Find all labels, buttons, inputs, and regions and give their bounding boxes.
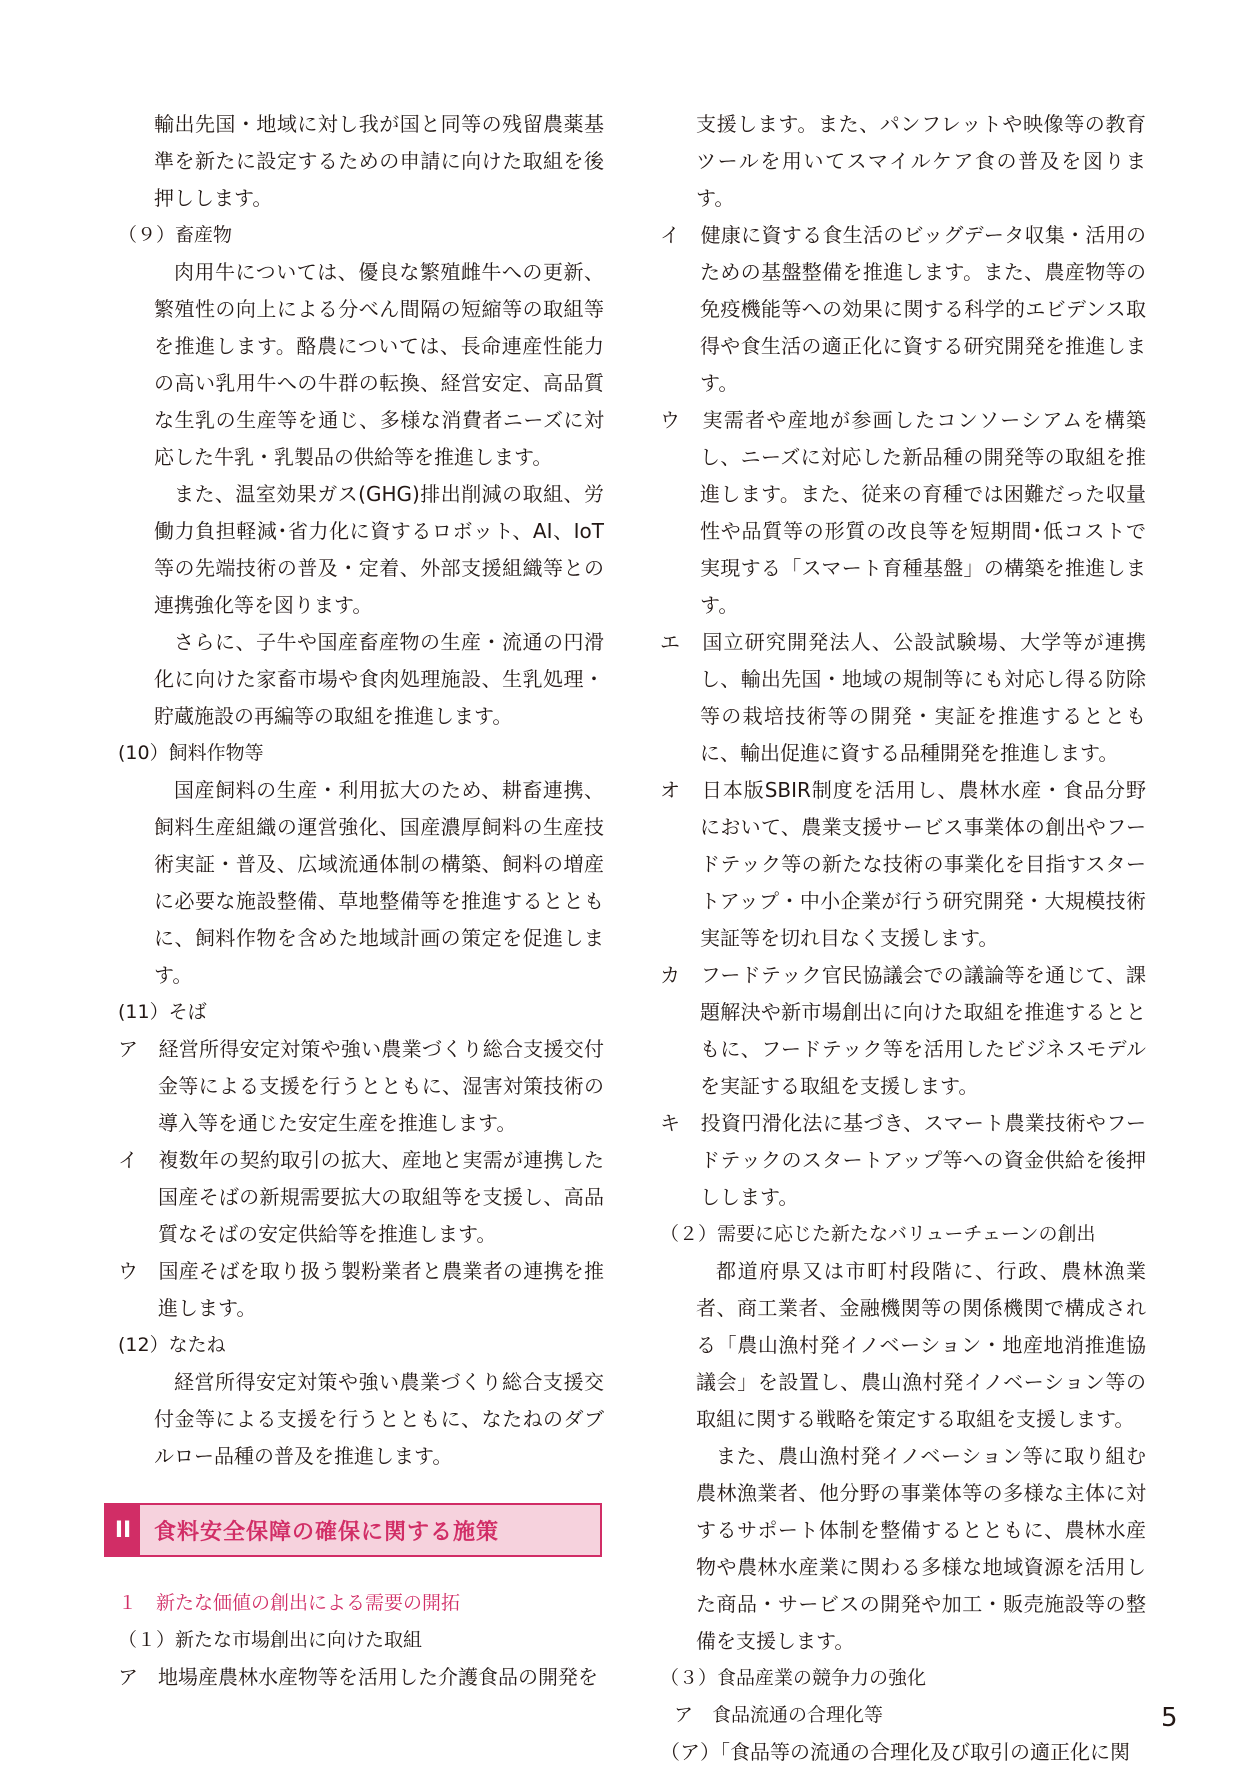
list-item: エ 国立研究開発法人、公設試験場、大学等が連携し、輸出先国・地域の規制等にも対応し得る防除等の栽培技術等の開発・実証を推進するとともに、輸出促進に資する品種開発を推進します。 [660, 630, 1146, 765]
list-item: カ フードテック官民協議会での議論等を通じて、課題解決や新市場創出に向けた取組を推進するとともに、フードテック等を活用したビジネスモデルを実証する取組を支援します。 [660, 963, 1146, 1098]
heading-new-market: （１）新たな市場創出に向けた取組 [118, 1629, 423, 1651]
heading-rapeseed: (12）なたね [118, 1334, 226, 1356]
list-item: ア 経営所得安定対策や強い農業づくり総合支援交付金等による支援を行うとともに、湿害対策技術の導入等を通じた安定生産を推進します。 [118, 1037, 604, 1135]
paragraph: 支援します。また、パンフレットや映像等の教育ツールを用いてスマイルケア食の普及を図ります。 [696, 112, 1146, 210]
page-number: 5 [1161, 1703, 1178, 1733]
paragraph: 都道府県又は市町村段階に、行政、農林漁業者、商工業者、金融機関等の関係機関で構成される「農山漁村発イノベーション・地産地消推進協議会」を設置し、農山漁村発イノベーション等の取組に関する戦略を策定する取組を支援します。 [696, 1259, 1146, 1431]
paragraph: また、温室効果ガス(GHG)排出削減の取組、労働力負担軽減･省力化に資するロボット、AI、IoT等の先端技術の普及・定着、外部支援組織等との連携強化等を図ります。 [154, 482, 604, 617]
paragraph: また、農山漁村発イノベーション等に取り組む農林漁業者、他分野の事業体等の多様な主体に対するサポート体制を整備するとともに、農林水産物や農林水産業に関わる多様な地域資源を活用した商品・サービスの開発や加工・販売施設等の整備を支援します。 [696, 1444, 1146, 1653]
list-item: ア 地場産農林水産物等を活用した介護食品の開発を [118, 1665, 598, 1689]
list-item: イ 複数年の契約取引の拡大、産地と実需が連携した国産そばの新規需要拡大の取組等を支援し、高品質なそばの安定供給等を推進します。 [118, 1148, 604, 1246]
heading-food-industry: （３）食品産業の競争力の強化 [660, 1667, 927, 1689]
list-item: オ 日本版SBIR制度を活用し、農林水産・食品分野において、農業支援サービス事業体の創出やフードテック等の新たな技術の事業化を目指すスタートアップ・中小企業が行う研究開発・大規模技術実証等を切れ目なく支援します。 [660, 778, 1146, 950]
list-item: ウ 実需者や産地が参画したコンソーシアムを構築し、ニーズに対応した新品種の開発等の取組を推進します。また、従来の育種では困難だった収量性や品質等の形質の改良等を短期間･低コストで実現する「スマート育種基盤」の構築を推進します。 [660, 408, 1146, 617]
subsection-heading: １ 新たな価値の創出による需要の開拓 [118, 1592, 461, 1614]
section-title: 食料安全保障の確保に関する施策 [154, 1519, 500, 1545]
paragraph: 肉用牛については、優良な繁殖雌牛への更新、繁殖性の向上による分べん間隔の短縮等の取組等を推進します。酪農については、長命連産性能力の高い乳用牛への牛群の転換、経営安定、高品質な生乳の生産等を通じ、多様な消費者ニーズに対応した牛乳・乳製品の供給等を推進します。 [154, 260, 604, 469]
right-column [660, 106, 1146, 1771]
paragraph: さらに、子牛や国産畜産物の生産・流通の円滑化に向けた家畜市場や食肉処理施設、生乳処理・貯蔵施設の再編等の取組を推進します。 [154, 630, 604, 728]
list-item: キ 投資円滑化法に基づき、スマート農業技術やフードテックのスタートアップ等への資金供給を後押しします。 [660, 1111, 1146, 1209]
paragraph: 国産飼料の生産・利用拡大のため、耕畜連携、飼料生産組織の運営強化、国産濃厚飼料の生産技術実証・普及、広域流通体制の構築、飼料の増産に必要な施設整備、草地整備等を推進するとともに、飼料作物を含めた地域計画の策定を促進します。 [154, 778, 604, 987]
heading-food-distribution: ア 食品流通の合理化等 [674, 1704, 884, 1726]
section-heading-bar [104, 1503, 602, 1557]
section-number: II [106, 1505, 140, 1555]
heading-soba: (11）そば [118, 1001, 207, 1023]
heading-livestock: （９）畜産物 [118, 224, 233, 246]
paragraph: 輸出先国・地域に対し我が国と同等の残留農薬基準を新たに設定するための申請に向けた取組を後押しします。 [154, 112, 604, 210]
left-column [114, 106, 604, 1696]
list-item: （ア）「食品等の流通の合理化及び取引の適正化に関 [660, 1740, 1130, 1764]
heading-feed-crops: (10）飼料作物等 [118, 742, 264, 764]
list-item: ウ 国産そばを取り扱う製粉業者と農業者の連携を推進します。 [118, 1259, 604, 1320]
paragraph: 経営所得安定対策や強い農業づくり総合支援交付金等による支援を行うとともに、なたねのダブルロー品種の普及を推進します。 [154, 1370, 604, 1468]
list-item: イ 健康に資する食生活のビッグデータ収集・活用のための基盤整備を推進します。また、農産物等の免疫機能等への効果に関する科学的エビデンス取得や食生活の適正化に資する研究開発を推進します。 [660, 223, 1146, 395]
heading-value-chain: （２）需要に応じた新たなバリューチェーンの創出 [660, 1223, 1096, 1245]
